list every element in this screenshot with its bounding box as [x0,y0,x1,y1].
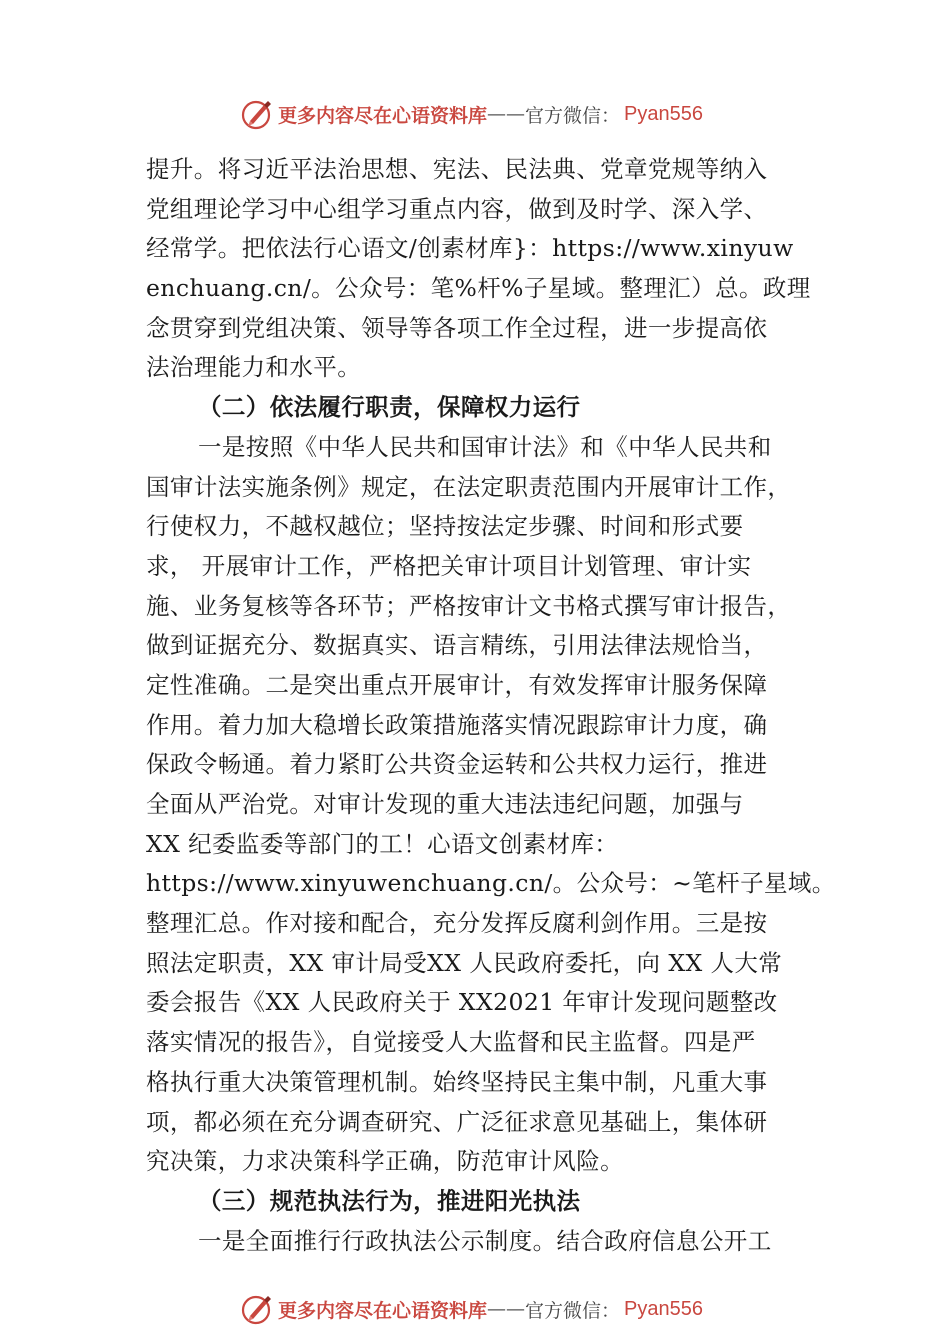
footer-banner [240,1291,760,1327]
text-line: 究决策，力求决策科学正确，防范审计风险。 [146,1147,624,1176]
text-line: 提升。将习近平法治思想、宪法、民法典、党章党规等纳入 [146,155,768,183]
text-line: 念贯穿到党组决策、领导等各项工作全过程，进一步提高依 [146,313,768,342]
text-line: XX 纪委监委等部门的工！心语文创素材库： [146,829,619,858]
document-body [146,150,836,1261]
text-line: 全面从严治党。对审计发现的重大违法违纪问题，加强与 [146,790,744,818]
text-line: 项，都必须在充分调查研究、广泛征求意见基础上，集体研 [146,1107,768,1136]
text-line: 法治理能力和水平。 [146,353,362,382]
text-line: 作用。着力加大稳增长政策措施落实情况跟踪审计力度，确 [146,710,768,739]
text-line: 求， 开展审计工作，严格把关审计项目计划管理、审计实 [146,551,752,580]
text-line: enchuang.cn/。公众号：笔%杆%子星域。整理汇）总。政理 [146,274,811,303]
banner-separator: —— [487,1298,526,1320]
text-line: 党组理论学习中心组学习重点内容，做到及时学、深入学、 [146,194,768,223]
text-line: 施、业务复核等各环节；严格按审计文书格式撰写审计报告， [146,591,792,620]
text-line: 委会报告《XX 人民政府关于 XX2021 年审计发现问题整改 [146,988,778,1017]
wechat-id: Pyan556 [624,1297,703,1320]
section-heading: （三）规范执法行为，推进阳光执法 [198,1186,581,1215]
pen-logo-icon [240,1292,274,1326]
text-line: 保政令畅通。着力紧盯公共资金运转和公共权力运行，推进 [146,750,768,779]
text-line: 一是全面推行行政执法公示制度。结合政府信息公开工 [198,1226,772,1255]
text-line: 做到证据充分、数据真实、语言精练，引用法律法规恰当， [146,631,768,660]
wechat-label: 官方微信： [525,1299,621,1322]
wechat-label: 官方微信： [525,104,621,127]
banner-title: 更多内容尽在心语资料库 [278,104,488,127]
text-line: 照法定职责，XX 审计局受XX 人民政府委托，向 XX 人大常 [146,948,783,977]
text-line: 格执行重大决策管理机制。始终坚持民主集中制，凡重大事 [146,1067,768,1096]
banner-separator: —— [487,103,526,125]
text-line: https://www.xinyuwenchuang.cn/。公众号：~笔杆子星域。 [146,869,836,898]
text-line: 一是按照《中华人民共和国审计法》和《中华人民共和 [198,432,772,461]
pen-logo-icon [240,97,274,131]
text-line: 整理汇总。作对接和配合，充分发挥反腐利剑作用。三是按 [146,909,768,938]
banner-title: 更多内容尽在心语资料库 [278,1299,488,1322]
text-line: 行使权力，不越权越位；坚持按法定步骤、时间和形式要 [146,512,744,541]
text-line: 国审计法实施条例》规定，在法定职责范围内开展审计工作， [146,472,792,501]
wechat-id: Pyan556 [624,102,703,125]
text-line: 经常学。把依法行心语文/创素材库}：https://www.xinyuw [146,234,794,263]
section-heading: （二）依法履行职责，保障权力运行 [198,393,581,422]
text-line: 定性准确。二是突出重点开展审计，有效发挥审计服务保障 [146,670,768,699]
header-banner [240,96,760,132]
text-line: 落实情况的报告》，自觉接受人大监督和民主监督。四是严 [146,1028,756,1057]
